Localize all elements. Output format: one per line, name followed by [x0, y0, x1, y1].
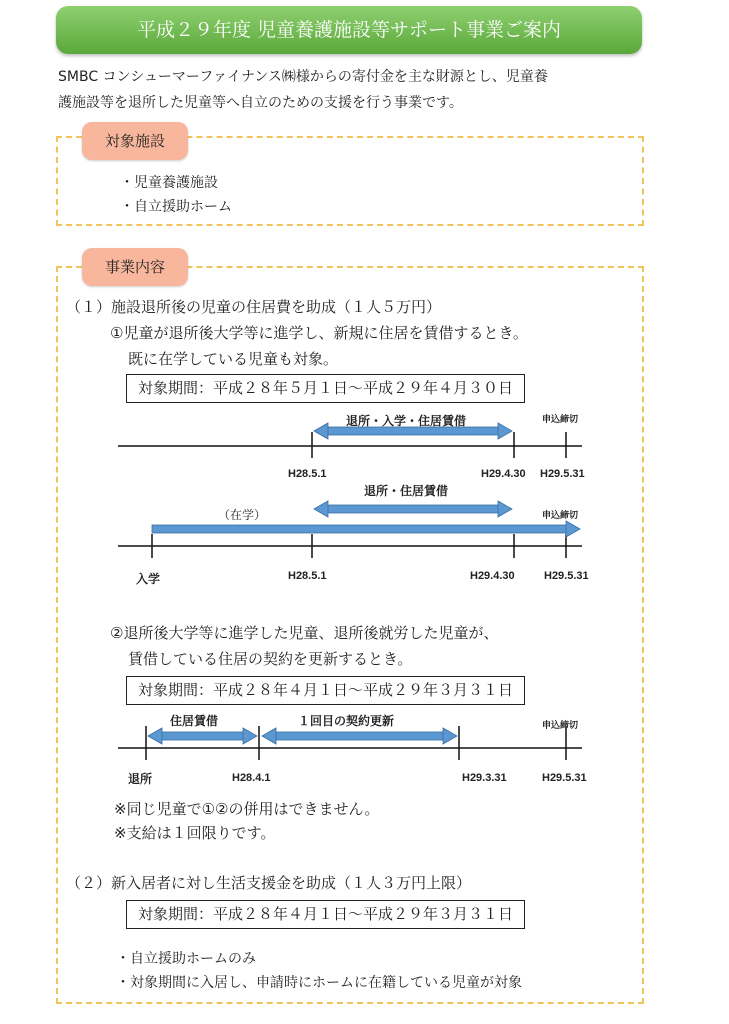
intro-line-2: 護施設等を退所した児童等へ自立のための支援を行う事業です。 [58, 95, 463, 111]
case2-line-1: ②退所後大学等に進学した児童、退所後就労した児童が、 [110, 624, 499, 642]
period-2-box: 対象期間：平成２８年４月１日〜平成２９年３月３１日 [126, 676, 525, 705]
timeline-2-tick-label-deadline: H29.5.31 [544, 570, 589, 582]
page-title: 平成２９年度 児童養護施設等サポート事業ご案内 [136, 19, 562, 41]
timeline-1-tick-label-deadline: H29.5.31 [540, 468, 585, 480]
period-3-box: 対象期間：平成２８年４月１日〜平成２９年３月３１日 [126, 900, 525, 929]
timeline-2-tick-label-start: H28.5.1 [288, 570, 327, 582]
note-1: ※同じ児童で①②の併用はできません。 [114, 800, 380, 818]
timeline-3-deadline-label: 申込締切 [542, 721, 579, 731]
timeline-2-period-arrow [314, 501, 512, 517]
period-1-box: 対象期間：平成２８年５月１日〜平成２９年４月３０日 [126, 374, 525, 403]
timeline-2-enrolled-label: （在学） [218, 508, 267, 522]
timeline-3-rental-arrow [148, 728, 257, 744]
case1-line-2: 既に在学している児童も対象。 [128, 350, 339, 368]
content-heading: 事業内容 [82, 248, 188, 286]
timeline-3-tick-label-leave: 退所 [128, 772, 153, 786]
timeline-2-tick-label-enroll: 入学 [136, 572, 161, 586]
intro-line-1: SMBC コンシューマーファイナンス㈱様からの寄付金を主な財源とし、児童養 [58, 69, 548, 85]
facility-item-2: ・自立援助ホーム [120, 199, 232, 215]
facilities-heading: 対象施設 [82, 122, 188, 160]
timeline-3-rental-label: 住居賃借 [170, 714, 219, 728]
timeline-3-renewal-arrow [262, 728, 457, 744]
timeline-2-enrolled-arrow [152, 521, 580, 537]
section2-bullet-1: ・自立援助ホームのみ [116, 951, 256, 967]
timeline-3-tick-label-deadline: H29.5.31 [542, 772, 587, 784]
timeline-2-tick-label-end: H29.4.30 [470, 570, 515, 582]
note-2: ※支給は１回限りです。 [114, 824, 276, 842]
timeline-1-deadline-label: 申込締切 [542, 415, 579, 425]
timeline-1-tick-label-end: H29.4.30 [481, 468, 526, 480]
timeline-2-deadline-label: 申込締切 [542, 511, 579, 521]
case2-line-2: 賃借している住居の契約を更新するとき。 [128, 650, 413, 668]
timeline-1-tick-label-start: H28.5.1 [288, 468, 327, 480]
timeline-2-arrow-label: 退所・住居賃借 [364, 484, 449, 498]
timeline-3-renewal-label: １回目の契約更新 [298, 714, 395, 728]
case1-line-1: ①児童が退所後大学等に進学し、新規に住居を賃借するとき。 [110, 324, 528, 342]
timeline-1-arrow-label: 退所・入学・住居賃借 [346, 414, 467, 428]
section2-title: （２）新入居者に対し生活支援金を助成（１人３万円上限） [66, 874, 472, 892]
section1-title: （１）施設退所後の児童の住居費を助成（１人５万円） [66, 298, 442, 316]
facility-item-1: ・児童養護施設 [120, 175, 218, 191]
section2-bullet-2: ・対象期間に入居し、申請時にホームに在籍している児童が対象 [116, 975, 522, 991]
timeline-3-tick-label-end: H29.3.31 [462, 772, 507, 784]
timeline-3-tick-label-start: H28.4.1 [232, 772, 271, 784]
